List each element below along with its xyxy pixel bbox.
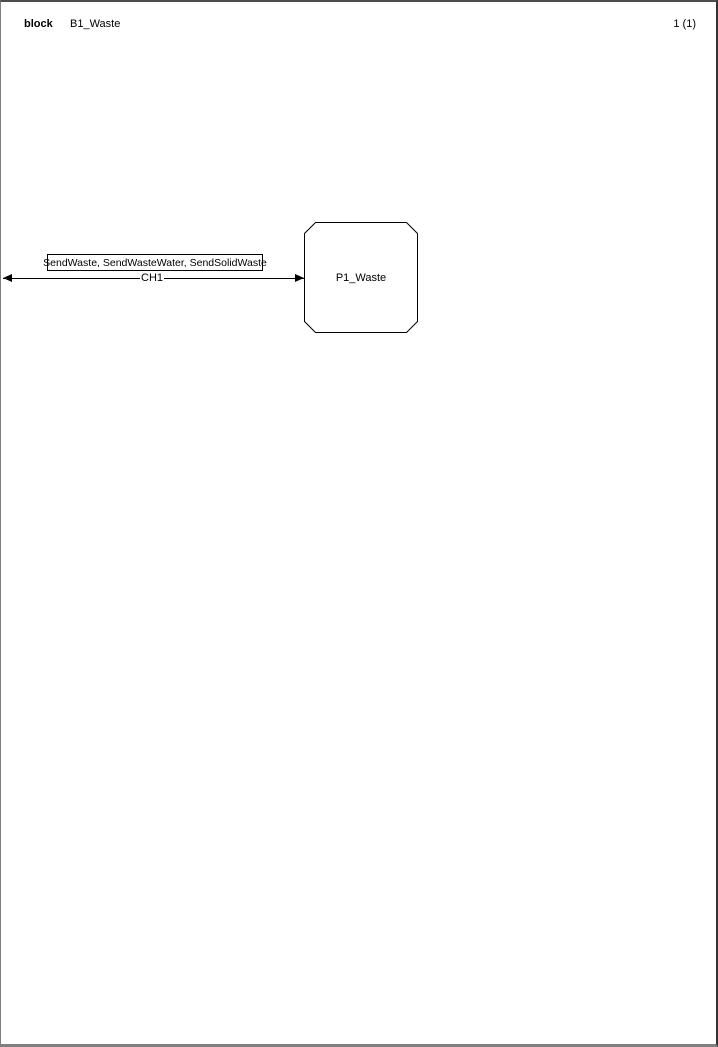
diagram-title: B1_Waste — [70, 18, 121, 30]
channel-arrowhead-left-icon — [3, 274, 12, 282]
process-symbol[interactable] — [304, 222, 418, 333]
process-name-label: P1_Waste — [335, 271, 387, 284]
page-number: 1 (1) — [673, 18, 696, 30]
channel-name-label[interactable]: CH1 — [141, 272, 164, 284]
signal-list-box[interactable]: SendWaste, SendWasteWater, SendSolidWaste — [47, 254, 263, 271]
diagram-kind-label: block — [24, 18, 53, 30]
channel-arrowhead-right-icon — [295, 274, 304, 282]
